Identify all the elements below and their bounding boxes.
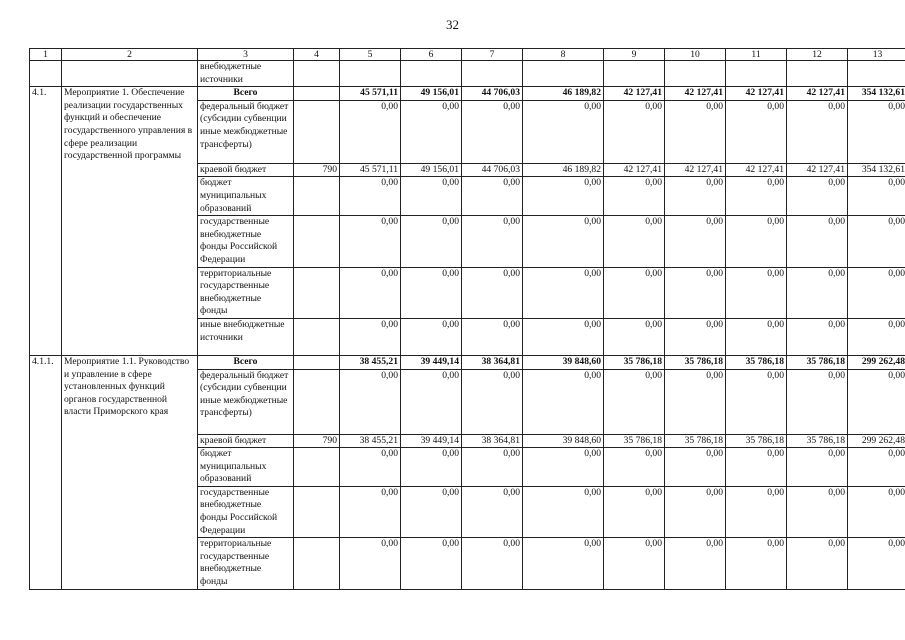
block-name: Мероприятие 1.1. Руководство и управление в сфере установленных функций органов государственной власти Приморского края [62, 355, 198, 589]
empty-cell [523, 61, 604, 87]
value-cell: 49 156,01 [401, 163, 462, 177]
value-cell: 0,00 [462, 216, 523, 267]
value-cell: 35 786,18 [787, 434, 848, 448]
budget-table [29, 48, 905, 590]
source-label: федеральный бюджет (субсидии субвенции иные межбюджетные трансферты) [198, 369, 294, 434]
value-cell: 0,00 [848, 100, 905, 163]
value-cell: 0,00 [848, 318, 905, 355]
value-cell: 0,00 [462, 267, 523, 318]
value-cell: 0,00 [665, 448, 726, 487]
source-label: бюджет муниципальных образований [198, 177, 294, 216]
value-cell: 0,00 [401, 318, 462, 355]
value-cell: 0,00 [340, 369, 401, 434]
value-cell: 0,00 [848, 177, 905, 216]
code-cell [294, 538, 340, 589]
value-cell: 35 786,18 [665, 434, 726, 448]
block-name: Мероприятие 1. Обеспечение реализации государственных функций и обеспечение государственного управления в сфере реализации государственной программы [62, 87, 198, 356]
value-cell: 0,00 [665, 538, 726, 589]
value-cell: 0,00 [665, 216, 726, 267]
value-cell: 0,00 [340, 448, 401, 487]
value-cell: 0,00 [604, 318, 665, 355]
value-cell: 0,00 [340, 318, 401, 355]
value-cell: 0,00 [848, 538, 905, 589]
header-cell: 11 [726, 49, 787, 61]
total-value: 39 449,14 [401, 355, 462, 369]
value-cell: 0,00 [523, 267, 604, 318]
source-label: бюджет муниципальных образований [198, 448, 294, 487]
empty-cell [848, 61, 905, 87]
code-cell [294, 486, 340, 537]
continuation-row [30, 61, 905, 87]
block-total-row [30, 355, 905, 369]
code-cell: 790 [294, 163, 340, 177]
value-cell: 0,00 [401, 486, 462, 537]
code-cell [294, 216, 340, 267]
value-cell: 0,00 [523, 448, 604, 487]
header-cell: 7 [462, 49, 523, 61]
value-cell: 0,00 [340, 267, 401, 318]
header-cell: 10 [665, 49, 726, 61]
value-cell: 0,00 [401, 100, 462, 163]
value-cell: 0,00 [665, 318, 726, 355]
value-cell: 0,00 [604, 538, 665, 589]
value-cell: 42 127,41 [726, 163, 787, 177]
value-cell: 44 706,03 [462, 163, 523, 177]
value-cell: 354 132,61 [848, 163, 905, 177]
value-cell: 0,00 [726, 538, 787, 589]
value-cell: 0,00 [848, 486, 905, 537]
source-label: краевой бюджет [198, 163, 294, 177]
value-cell: 0,00 [665, 486, 726, 537]
value-cell: 39 848,60 [523, 434, 604, 448]
total-value: 35 786,18 [604, 355, 665, 369]
value-cell: 0,00 [787, 486, 848, 537]
total-label: Всего [198, 87, 294, 101]
value-cell: 0,00 [787, 267, 848, 318]
empty-cell [401, 61, 462, 87]
value-cell: 0,00 [604, 448, 665, 487]
header-cell: 9 [604, 49, 665, 61]
code-cell: 790 [294, 434, 340, 448]
value-cell: 38 455,21 [340, 434, 401, 448]
value-cell: 42 127,41 [665, 163, 726, 177]
header-cell: 5 [340, 49, 401, 61]
value-cell: 0,00 [848, 216, 905, 267]
source-label: краевой бюджет [198, 434, 294, 448]
empty-cell [726, 61, 787, 87]
value-cell: 0,00 [787, 448, 848, 487]
value-cell: 0,00 [726, 486, 787, 537]
value-cell: 42 127,41 [787, 163, 848, 177]
value-cell: 0,00 [462, 100, 523, 163]
value-cell: 0,00 [462, 486, 523, 537]
value-cell: 0,00 [401, 267, 462, 318]
empty-cell [294, 61, 340, 87]
value-cell: 0,00 [523, 216, 604, 267]
code-cell [294, 355, 340, 369]
value-cell: 0,00 [340, 216, 401, 267]
source-label: государственные внебюджетные фонды Российской Федерации [198, 216, 294, 267]
empty-cell [665, 61, 726, 87]
value-cell: 0,00 [462, 448, 523, 487]
value-cell: 0,00 [523, 369, 604, 434]
value-cell: 0,00 [604, 177, 665, 216]
total-value: 354 132,61 [848, 87, 905, 101]
total-value: 45 571,11 [340, 87, 401, 101]
value-cell: 0,00 [665, 177, 726, 216]
total-label: Всего [198, 355, 294, 369]
total-value: 44 706,03 [462, 87, 523, 101]
value-cell: 0,00 [523, 100, 604, 163]
total-value: 38 455,21 [340, 355, 401, 369]
value-cell: 0,00 [665, 100, 726, 163]
value-cell: 0,00 [787, 100, 848, 163]
total-value: 35 786,18 [726, 355, 787, 369]
value-cell: 0,00 [726, 318, 787, 355]
code-cell [294, 177, 340, 216]
value-cell: 0,00 [726, 100, 787, 163]
header-cell: 12 [787, 49, 848, 61]
value-cell: 0,00 [523, 318, 604, 355]
header-cell: 13 [848, 49, 905, 61]
source-label: внебюджетные источники [198, 61, 294, 87]
value-cell: 39 449,14 [401, 434, 462, 448]
code-cell [294, 318, 340, 355]
total-value: 35 786,18 [787, 355, 848, 369]
value-cell: 0,00 [848, 267, 905, 318]
source-label: государственные внебюджетные фонды Российской Федерации [198, 486, 294, 537]
value-cell: 35 786,18 [726, 434, 787, 448]
header-row [30, 49, 905, 61]
value-cell: 0,00 [665, 369, 726, 434]
source-label: иные внебюджетные источники [198, 318, 294, 355]
empty-cell [62, 61, 198, 87]
value-cell: 38 364,81 [462, 434, 523, 448]
header-cell: 2 [62, 49, 198, 61]
value-cell: 0,00 [462, 177, 523, 216]
code-cell [294, 87, 340, 101]
code-cell [294, 267, 340, 318]
header-cell: 1 [30, 49, 62, 61]
value-cell: 0,00 [726, 216, 787, 267]
empty-cell [604, 61, 665, 87]
value-cell: 0,00 [665, 267, 726, 318]
empty-cell [787, 61, 848, 87]
value-cell: 0,00 [848, 448, 905, 487]
value-cell: 0,00 [401, 538, 462, 589]
value-cell: 299 262,48 [848, 434, 905, 448]
total-value: 46 189,82 [523, 87, 604, 101]
value-cell: 0,00 [848, 369, 905, 434]
total-value: 42 127,41 [726, 87, 787, 101]
value-cell: 42 127,41 [604, 163, 665, 177]
header-cell: 6 [401, 49, 462, 61]
source-label: федеральный бюджет (субсидии субвенции иные межбюджетные трансферты) [198, 100, 294, 163]
page-number: 32 [446, 17, 459, 32]
value-cell: 0,00 [604, 100, 665, 163]
value-cell: 0,00 [604, 267, 665, 318]
value-cell: 0,00 [462, 538, 523, 589]
value-cell: 0,00 [787, 538, 848, 589]
value-cell: 0,00 [787, 369, 848, 434]
value-cell: 0,00 [462, 369, 523, 434]
value-cell: 0,00 [401, 369, 462, 434]
total-value: 42 127,41 [604, 87, 665, 101]
value-cell: 0,00 [726, 448, 787, 487]
total-value: 42 127,41 [665, 87, 726, 101]
value-cell: 0,00 [726, 369, 787, 434]
value-cell: 0,00 [340, 100, 401, 163]
header-cell: 3 [198, 49, 294, 61]
value-cell: 0,00 [523, 486, 604, 537]
header-cell: 8 [523, 49, 604, 61]
value-cell: 46 189,82 [523, 163, 604, 177]
value-cell: 0,00 [787, 216, 848, 267]
value-cell: 0,00 [726, 267, 787, 318]
value-cell: 0,00 [787, 318, 848, 355]
block-id: 4.1.1. [30, 355, 62, 589]
value-cell: 0,00 [604, 369, 665, 434]
total-value: 42 127,41 [787, 87, 848, 101]
value-cell: 0,00 [340, 177, 401, 216]
total-value: 299 262,48 [848, 355, 905, 369]
value-cell: 0,00 [340, 538, 401, 589]
empty-cell [340, 61, 401, 87]
value-cell: 0,00 [726, 177, 787, 216]
value-cell: 0,00 [401, 177, 462, 216]
table-body [30, 49, 905, 590]
total-value: 49 156,01 [401, 87, 462, 101]
source-label: территориальные государственные внебюджетные фонды [198, 538, 294, 589]
code-cell [294, 100, 340, 163]
code-cell [294, 448, 340, 487]
block-total-row [30, 87, 905, 101]
value-cell: 0,00 [604, 486, 665, 537]
value-cell: 0,00 [523, 177, 604, 216]
value-cell: 0,00 [462, 318, 523, 355]
total-value: 39 848,60 [523, 355, 604, 369]
total-value: 35 786,18 [665, 355, 726, 369]
code-cell [294, 369, 340, 434]
value-cell: 0,00 [340, 486, 401, 537]
header-cell: 4 [294, 49, 340, 61]
value-cell: 0,00 [401, 216, 462, 267]
value-cell: 0,00 [604, 216, 665, 267]
value-cell: 0,00 [523, 538, 604, 589]
total-value: 38 364,81 [462, 355, 523, 369]
value-cell: 0,00 [401, 448, 462, 487]
empty-cell [30, 61, 62, 87]
block-id: 4.1. [30, 87, 62, 356]
empty-cell [462, 61, 523, 87]
value-cell: 0,00 [787, 177, 848, 216]
source-label: территориальные государственные внебюджетные фонды [198, 267, 294, 318]
value-cell: 35 786,18 [604, 434, 665, 448]
value-cell: 45 571,11 [340, 163, 401, 177]
